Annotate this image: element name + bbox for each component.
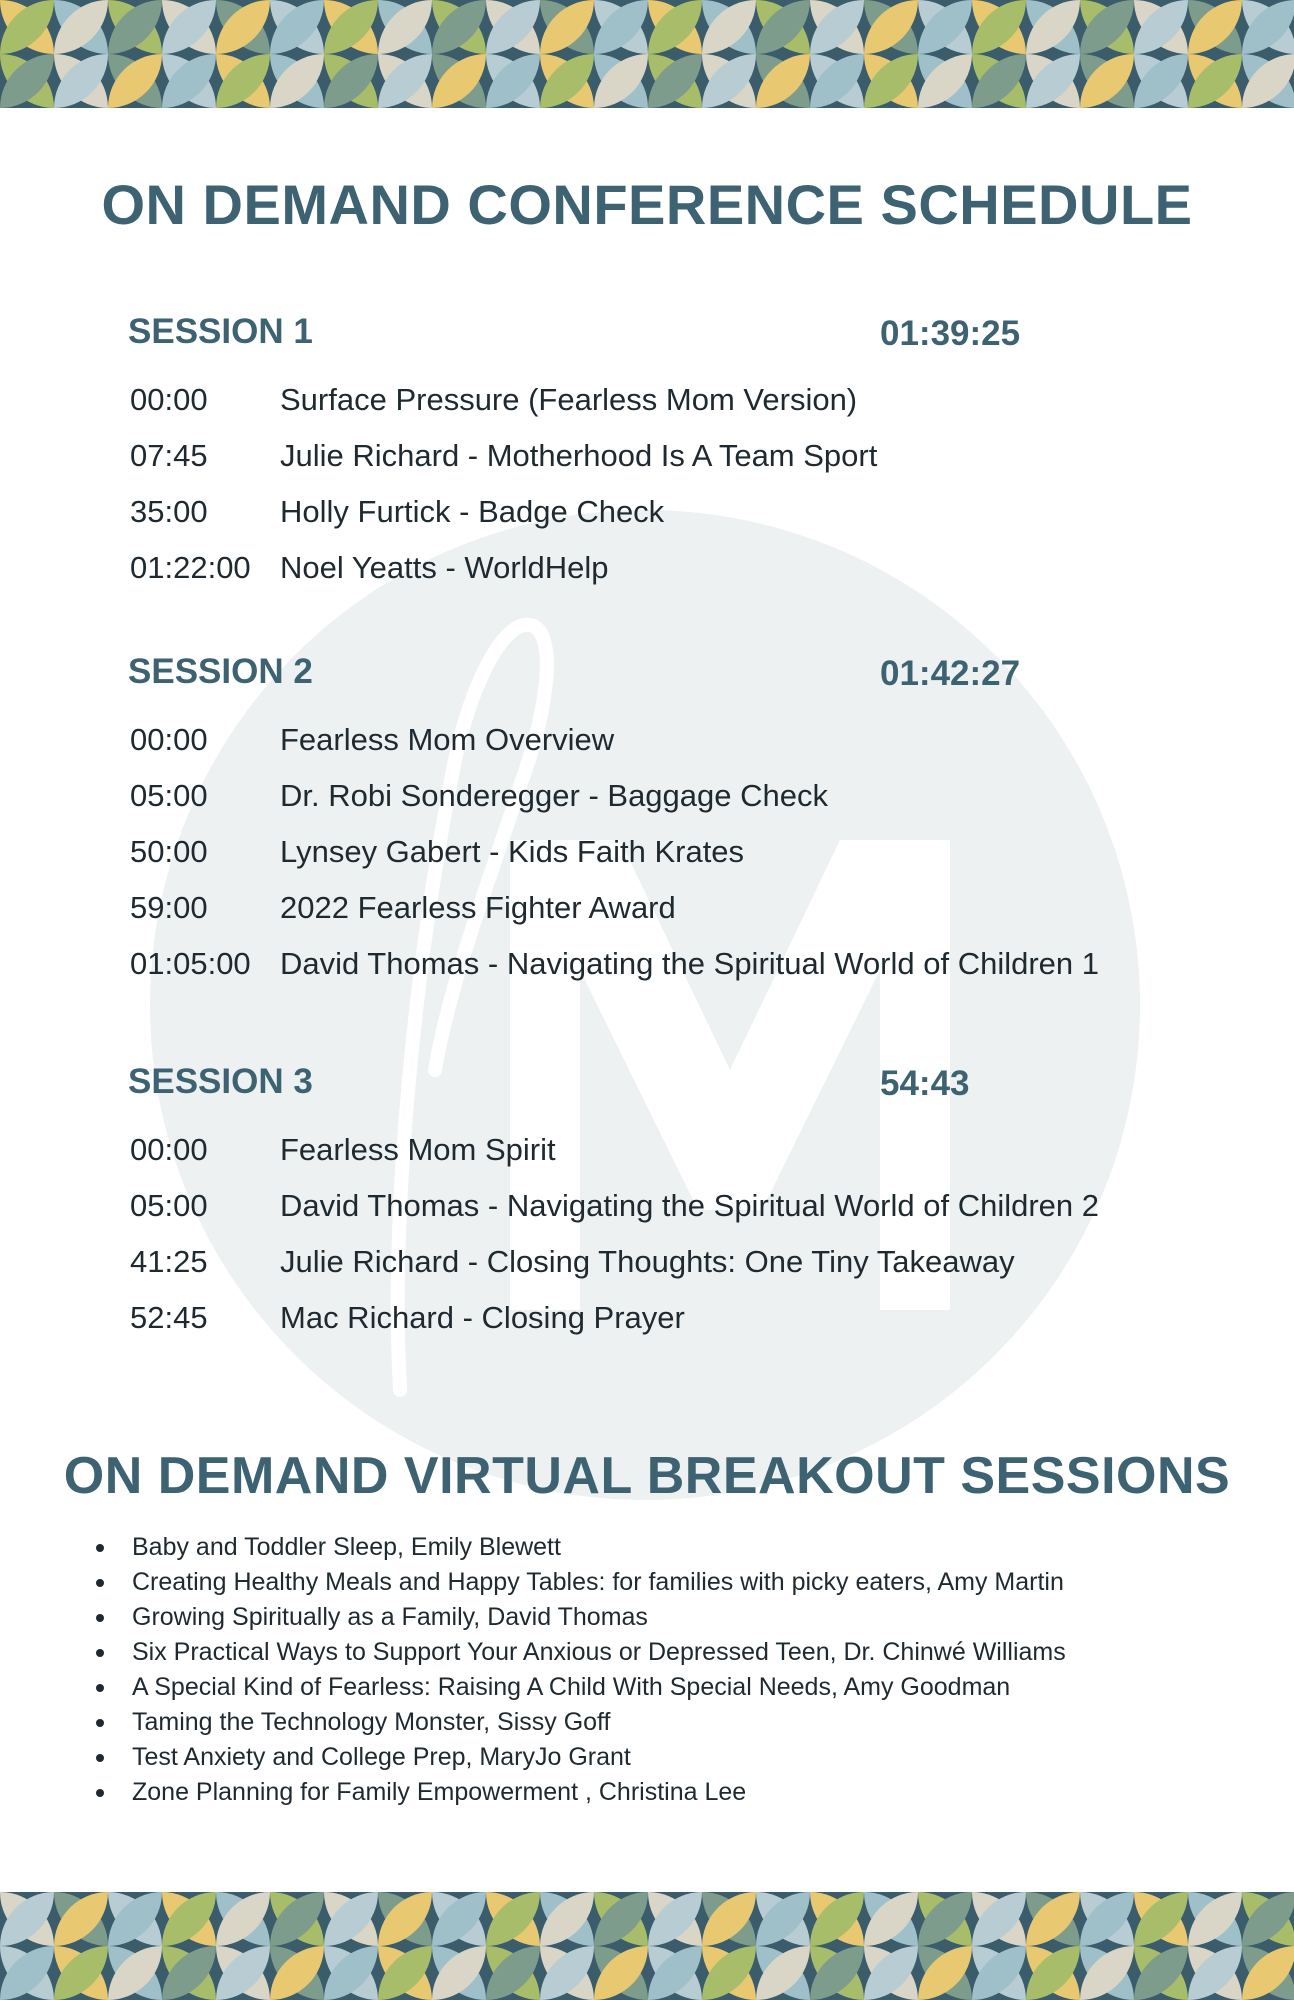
breakout-list [92,1530,1242,1810]
schedule-time: 41:25 [130,1244,208,1279]
bullet-icon [96,1719,104,1727]
breakout-item-text: Growing Spiritually as a Family, David Thomas [132,1603,648,1631]
session-2-name: SESSION 2 [128,652,313,691]
schedule-row [128,1290,1188,1346]
schedule-row [128,372,1188,428]
breakout-item-text: Baby and Toddler Sleep, Emily Blewett [132,1533,561,1561]
circle-pattern-bottom [0,1892,1294,2000]
circle-pattern-top [0,0,1294,108]
list-item [92,1670,1242,1705]
schedule-row [128,824,1188,880]
schedule-time: 52:45 [130,1300,208,1335]
schedule-description: Julie Richard - Motherhood Is A Team Sport [280,438,878,473]
breakout-item-text: Zone Planning for Family Empowerment , Christina Lee [132,1778,747,1806]
schedule-time: 50:00 [130,834,208,869]
list-item [92,1530,1242,1565]
bullet-icon [96,1614,104,1622]
session-1-block [128,312,1188,596]
schedule-description: Lynsey Gabert - Kids Faith Krates [280,834,745,869]
schedule-row [128,540,1188,596]
bullet-icon [96,1789,104,1797]
decorative-pattern-band-bottom [0,1892,1294,2000]
breakout-section-title: ON DEMAND VIRTUAL BREAKOUT SESSIONS [63,1447,1231,1505]
breakout-item-text: A Special Kind of Fearless: Raising A Child With Special Needs, Amy Goodman [132,1673,1011,1701]
schedule-time: 05:00 [130,1188,208,1223]
session-3-block [128,1062,1188,1346]
session-3-duration: 54:43 [880,1064,970,1103]
list-item [92,1740,1242,1775]
schedule-description: Fearless Mom Spirit [280,1132,556,1167]
schedule-time: 07:45 [130,438,208,473]
list-item [92,1705,1242,1740]
schedule-description: Julie Richard - Closing Thoughts: One Tiny Takeaway [280,1244,1015,1279]
schedule-row [128,1178,1188,1234]
schedule-description: Holly Furtick - Badge Check [280,494,665,529]
schedule-description: Noel Yeatts - WorldHelp [280,550,609,585]
bullet-icon [96,1649,104,1657]
schedule-time: 01:05:00 [130,946,251,981]
schedule-time: 05:00 [130,778,208,813]
schedule-description: Mac Richard - Closing Prayer [280,1300,685,1335]
session-1-name: SESSION 1 [128,312,313,351]
session-1-duration: 01:39:25 [880,314,1021,353]
list-item [92,1565,1242,1600]
schedule-time: 00:00 [130,722,208,757]
schedule-description: David Thomas - Navigating the Spiritual World of Children 2 [280,1188,1100,1223]
breakout-item-text: Test Anxiety and College Prep, MaryJo Grant [132,1743,631,1771]
schedule-row [128,428,1188,484]
schedule-row [128,712,1188,768]
page-title: ON DEMAND CONFERENCE SCHEDULE [101,173,1193,236]
bullet-icon [96,1684,104,1692]
schedule-row [128,768,1188,824]
schedule-row [128,880,1188,936]
schedule-time: 01:22:00 [130,550,251,585]
schedule-description: David Thomas - Navigating the Spiritual World of Children 1 [280,946,1100,981]
session-2-block [128,652,1188,992]
schedule-row [128,936,1188,992]
list-item [92,1635,1242,1670]
bullet-icon [96,1579,104,1587]
breakout-item-text: Creating Healthy Meals and Happy Tables: for families with picky eaters, Amy Martin [132,1568,1064,1596]
bullet-icon [96,1754,104,1762]
schedule-row [128,1234,1188,1290]
schedule-description: Fearless Mom Overview [280,722,615,757]
schedule-time: 59:00 [130,890,208,925]
schedule-row [128,484,1188,540]
schedule-time: 00:00 [130,382,208,417]
schedule-description: Dr. Robi Sonderegger - Baggage Check [280,778,828,813]
schedule-row [128,1122,1188,1178]
list-item [92,1600,1242,1635]
session-2-duration: 01:42:27 [880,654,1021,693]
schedule-time: 35:00 [130,494,208,529]
schedule-description: Surface Pressure (Fearless Mom Version) [280,382,858,417]
schedule-description: 2022 Fearless Fighter Award [280,890,676,925]
bullet-icon [96,1544,104,1552]
breakout-item-text: Taming the Technology Monster, Sissy Goff [132,1708,611,1736]
session-3-name: SESSION 3 [128,1062,313,1101]
decorative-pattern-band-top [0,0,1294,108]
breakout-item-text: Six Practical Ways to Support Your Anxious or Depressed Teen, Dr. Chinwé Williams [132,1638,1066,1666]
list-item [92,1775,1242,1810]
schedule-time: 00:00 [130,1132,208,1167]
